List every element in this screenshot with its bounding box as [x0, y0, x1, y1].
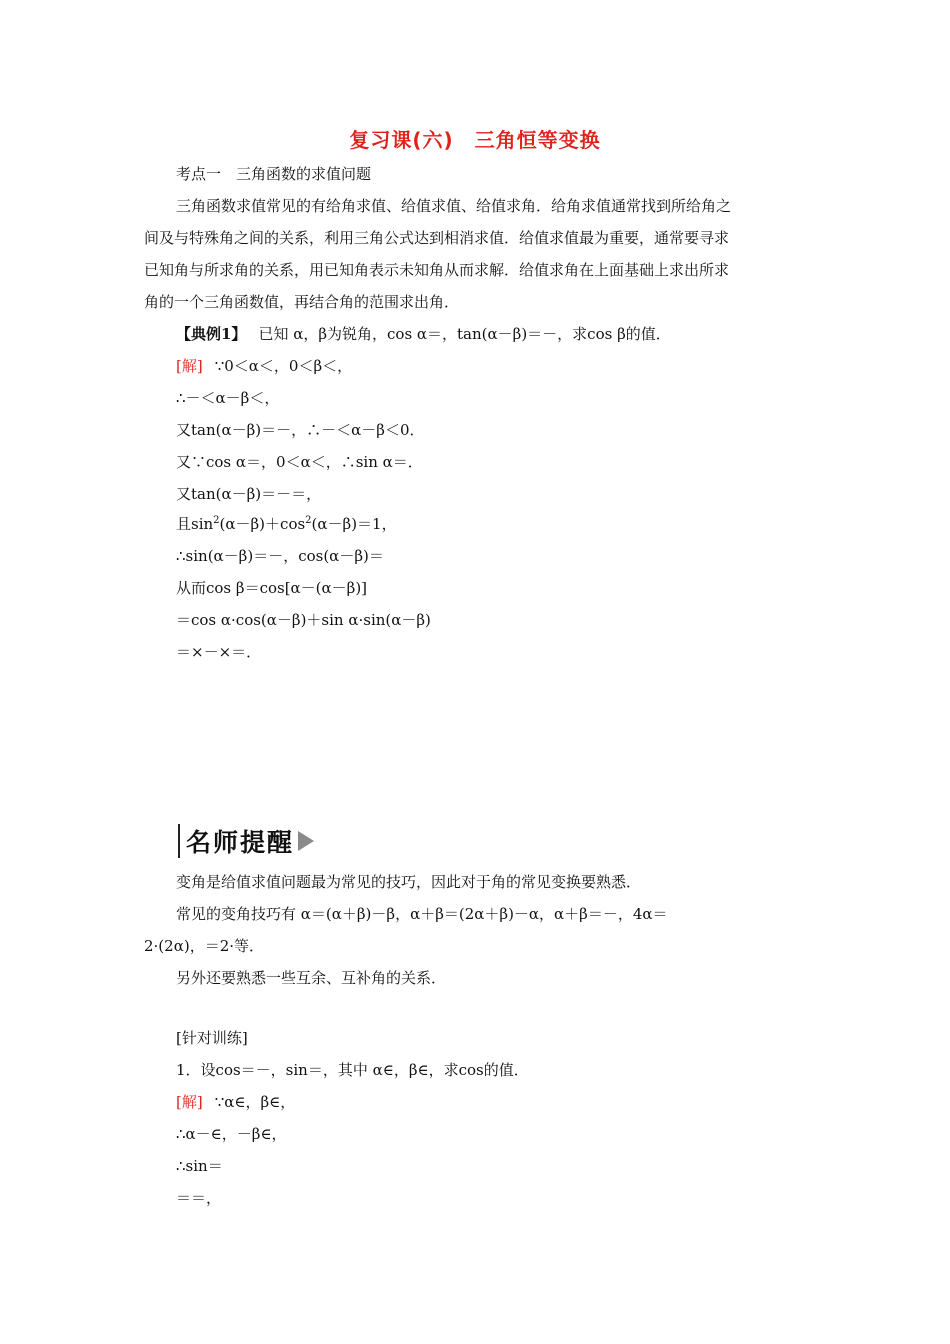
- page-title: 复习课(六) 三角恒等变换: [349, 128, 601, 152]
- tip-line: 另外还要熟悉一些互余、互补角的关系．: [176, 969, 447, 987]
- formula-part: 且sin: [176, 515, 214, 533]
- superscript: 2: [213, 515, 220, 526]
- solution-line: 从而cos β＝cos[α－(α－β)]: [176, 579, 368, 597]
- training-solution-line: ∴sin＝: [176, 1157, 223, 1175]
- solution-label: [解]: [176, 357, 203, 375]
- solution-line: ∴－＜α－β＜，: [176, 389, 280, 407]
- training-heading: [针对训练]: [176, 1029, 248, 1047]
- tip-bar-decoration: [178, 824, 180, 858]
- training-question: 1．设cos＝－，sin＝，其中 α∈，β∈，求cos的值．: [176, 1061, 529, 1079]
- example-question: 已知 α，β为锐角，cos α＝，tan(α－β)＝－，求cos β的值．: [258, 325, 671, 343]
- solution-label: [解]: [176, 1093, 203, 1111]
- play-arrow-icon: [298, 831, 314, 851]
- section-heading: 考点一 三角函数的求值问题: [176, 165, 372, 183]
- solution-line-squares: [176, 514, 397, 534]
- tip-line: 2·(2α)，＝2·等．: [144, 937, 265, 955]
- solution-text: ∵0＜α＜，0＜β＜，: [214, 357, 353, 375]
- solution-first-line: [176, 356, 352, 376]
- superscript: 2: [305, 515, 312, 526]
- training-solution-line: ∴α－∈，－β∈，: [176, 1125, 287, 1143]
- solution-line: 又∵cos α＝，0＜α＜，∴sin α＝．: [176, 453, 423, 471]
- example-question-line: [176, 324, 671, 344]
- formula-part: (α－β)＋cos: [219, 515, 306, 533]
- tip-line: 常见的变角技巧有 α＝(α＋β)－β，α＋β＝(2α＋β)－α，α＋β＝－，4α＝: [176, 905, 668, 923]
- paragraph-line: 角的一个三角函数值，再结合角的范围求出角．: [144, 293, 460, 311]
- solution-line: ＝cos α·cos(α－β)＋sin α·sin(α－β): [176, 611, 431, 629]
- paragraph-line: 间及与特殊角之间的关系，利用三角公式达到相消求值．给值求值最为重要，通常要寻求: [144, 229, 730, 247]
- tip-line: 变角是给值求值问题最为常见的技巧，因此对于角的常见变换要熟悉．: [176, 873, 642, 891]
- solution-line: 又tan(α－β)＝－＝，: [176, 485, 322, 503]
- solution-line: 又tan(α－β)＝－，∴－＜α－β＜0．: [176, 421, 425, 439]
- solution-line: ∴sin(α－β)＝－，cos(α－β)＝: [176, 547, 384, 565]
- training-solution-line: ＝＝，: [176, 1189, 222, 1207]
- example-label: 【典例1】: [176, 325, 247, 343]
- paragraph-line: 已知角与所求角的关系，用已知角表示未知角从而求解．给值求角在上面基础上求出所求: [144, 261, 730, 279]
- solution-line: ＝×－×＝．: [176, 643, 262, 661]
- solution-text: ∵α∈，β∈，: [214, 1093, 296, 1111]
- formula-part: (α－β)＝1，: [311, 515, 397, 533]
- teacher-tip-header: [178, 822, 314, 860]
- tip-header-text: 名师提醒: [186, 828, 295, 857]
- paragraph-line: 三角函数求值常见的有给角求值、给值求值、给值求角．给角求值通常找到所给角之: [176, 197, 732, 215]
- training-solution-first-line: [176, 1092, 295, 1112]
